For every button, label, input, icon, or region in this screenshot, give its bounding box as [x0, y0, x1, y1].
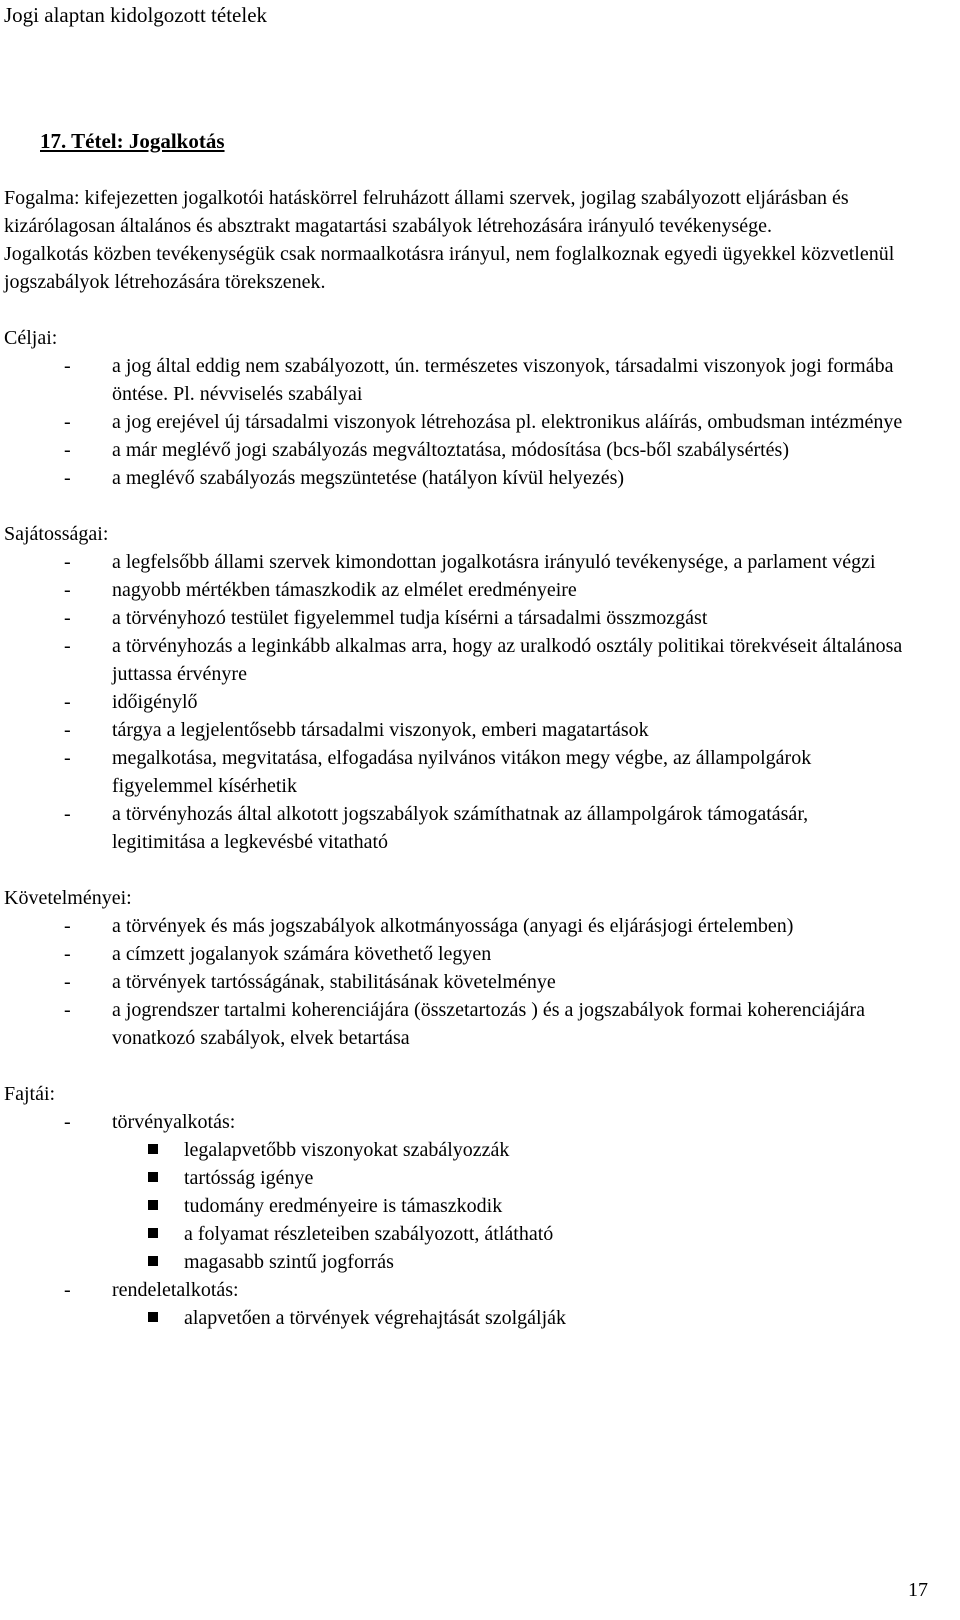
list-item: - a jog által eddig nem szabályozott, ún. természetes viszonyok, társadalmi viszonyok jogi formába öntése. Pl. névviselés szabályai [64, 355, 894, 405]
sublist-item: a folyamat részleteiben szabályozott, átlátható [4, 1220, 904, 1248]
square-bullet-icon [148, 1256, 158, 1266]
intro-paragraph-normaalkotas: Jogalkotás közben tevékenységük csak normaalkotásra irányul, nem foglalkoznak egyedi ügyekkel közvetlenül jogszabályok létrehozására törekszenek. [4, 243, 895, 293]
square-bullet-icon [148, 1144, 158, 1154]
list-item: - a törvényhozó testület figyelemmel tudja kísérni a társadalmi összmozgást [64, 607, 708, 629]
fajtai-list-2 [4, 1276, 904, 1304]
section-heading-fajtai: Fajtái: [4, 1083, 56, 1105]
list-item: - a törvényhozás a leginkább alkalmas arra, hogy az uralkodó osztály politikai törekvéseit általánosa juttassa érvényre [64, 635, 903, 685]
list-item: - rendeletalkotás: [64, 1279, 239, 1301]
section-heading-celjai: Céljai: [4, 327, 58, 349]
section-heading-kovetelmenyei: Követelményei: [4, 887, 132, 909]
list-item: - a már meglévő jogi szabályozás megváltoztatása, módosítása (bcs-ből szabálysértés) [64, 439, 789, 461]
list-item: - nagyobb mértékben támaszkodik az elmélet eredményeire [64, 579, 577, 601]
square-bullet-icon [148, 1312, 158, 1322]
sublist-item: legalapvetőbb viszonyokat szabályozzák [4, 1136, 904, 1164]
square-bullet-icon [148, 1200, 158, 1210]
kovetelmenyei-list [4, 912, 904, 1052]
sublist-item: alapvetően a törvények végrehajtását szolgálják [4, 1304, 904, 1332]
list-item: - a jogrendszer tartalmi koherenciájára (összetartozás ) és a jogszabályok formai koherenciájára vonatkozó szabályok, elvek betartása [64, 999, 865, 1049]
intro-paragraph-definition: Fogalma: kifejezetten jogalkotói hatáskörrel felruházott állami szervek, jogilag szabályozott eljárásban és kizárólagosan általános és absztrakt magatartási szabályok létrehozására irányuló tevékenysége. [4, 187, 849, 237]
page-number: 17 [908, 1579, 928, 1601]
list-item: - megalkotása, megvitatása, elfogadása nyilvános vitákon megy végbe, az állampolgárok figyelemmel kísérhetik [64, 747, 812, 797]
sajatossagai-list [4, 548, 904, 856]
list-item: - a törvények tartósságának, stabilitásának követelménye [64, 971, 556, 993]
document-body [4, 126, 904, 1332]
list-item: - a címzett jogalanyok számára követhető legyen [64, 943, 492, 965]
list-item: - a törvényhozás által alkotott jogszabályok számíthatnak az állampolgárok támogatásár, legitimitása a legkevésbé vitatható [64, 803, 809, 853]
rendeletalkotas-sublist [4, 1304, 904, 1332]
torvenyalkotas-sublist [4, 1136, 904, 1276]
sublist-item: tartósság igénye [4, 1164, 904, 1192]
running-header: Jogi alaptan kidolgozott tételek [4, 3, 268, 27]
list-item: - a legfelsőbb állami szervek kimondottan jogalkotásra irányuló tevékenysége, a parlament végzi [64, 551, 876, 573]
list-item: - a törvények és más jogszabályok alkotmányossága (anyagi és eljárásjogi értelemben) [64, 915, 794, 937]
page-title: 17. Tétel: Jogalkotás [40, 129, 225, 153]
sublist-item: tudomány eredményeire is támaszkodik [4, 1192, 904, 1220]
list-item: - tárgya a legjelentősebb társadalmi viszonyok, emberi magatartások [64, 719, 649, 741]
list-item: - a jog erejével új társadalmi viszonyok létrehozása pl. elektronikus aláírás, ombudsman intézménye [64, 411, 903, 433]
fajtai-list [4, 1108, 904, 1136]
sublist-item: magasabb szintű jogforrás [4, 1248, 904, 1276]
list-item: - időigénylő [64, 691, 198, 713]
list-item: - a meglévő szabályozás megszüntetése (hatályon kívül helyezés) [64, 467, 625, 489]
section-heading-sajatossagai: Sajátosságai: [4, 523, 109, 545]
celjai-list [4, 352, 904, 492]
square-bullet-icon [148, 1172, 158, 1182]
list-item: - törvényalkotás: [64, 1111, 236, 1133]
square-bullet-icon [148, 1228, 158, 1238]
